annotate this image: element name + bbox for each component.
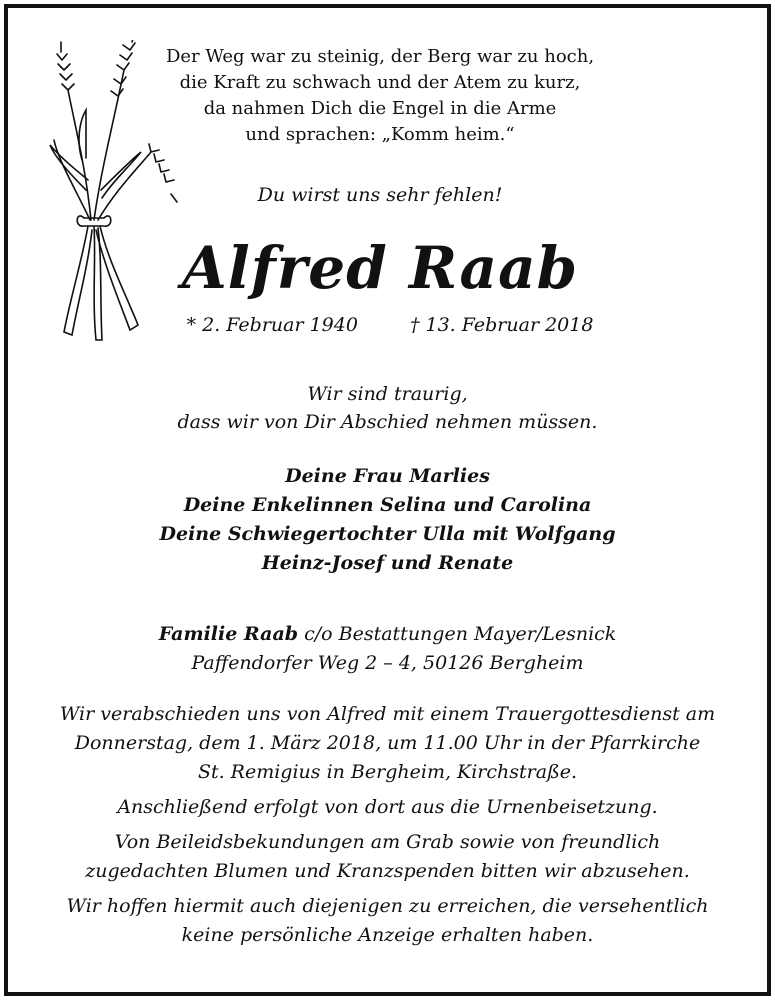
family-label: Familie Raab: [158, 623, 299, 645]
poem-line: da nahmen Dich die Engel in die Arme: [203, 98, 557, 119]
poem-line: Der Weg war zu steinig, der Berg war zu hoch,: [165, 46, 595, 67]
deceased-name: Alfred Raab: [181, 234, 579, 302]
life-dates: [60, 314, 720, 336]
poem-line: die Kraft zu schwach und der Atem zu kurz,: [179, 72, 581, 93]
family-member: Deine Schwiegertochter Ulla mit Wolfgang: [159, 523, 616, 545]
service-line: Von Beileidsbekundungen am Grab sowie von freundlich: [114, 831, 661, 853]
service-paragraph: [20, 700, 755, 787]
family-member: Deine Enkelinnen Selina und Carolina: [183, 494, 592, 516]
mourning-text: [0, 380, 775, 436]
service-line: Wir hoffen hiermit auch diejenigen zu erreichen, die versehentlich: [66, 895, 709, 917]
care-of: c/o Bestattungen Mayer/Lesnick: [298, 623, 617, 645]
street-address: Paffendorfer Weg 2 – 4, 50126 Bergheim: [191, 652, 584, 674]
family-member: Heinz-Josef und Renate: [261, 552, 514, 574]
poem: [80, 44, 680, 148]
mourning-line: Wir sind traurig,: [307, 383, 468, 405]
service-info: [20, 700, 755, 956]
family-member: Deine Frau Marlies: [285, 465, 490, 487]
death-date: † 13. Februar 2018: [409, 314, 594, 336]
service-line: Anschließend erfolgt von dort aus die Urnenbeisetzung.: [117, 796, 658, 818]
contact-address: [0, 620, 775, 678]
service-line: Wir verabschieden uns von Alfred mit einem Trauergottesdienst am: [59, 703, 716, 725]
service-line: Donnerstag, dem 1. März 2018, um 11.00 Uhr in der Pfarrkirche: [74, 732, 701, 754]
service-line: keine persönliche Anzeige erhalten haben.: [181, 924, 594, 946]
service-line: St. Remigius in Bergheim, Kirchstraße.: [197, 761, 578, 783]
birth-date: * 2. Februar 1940: [186, 314, 358, 336]
service-line: zugedachten Blumen und Kranzspenden bitten wir abzusehen.: [85, 860, 690, 882]
service-paragraph: [20, 828, 755, 886]
service-paragraph: [20, 793, 755, 822]
poem-line: und sprachen: „Komm heim.“: [245, 124, 515, 145]
service-paragraph: [20, 892, 755, 950]
farewell-line: Du wirst uns sehr fehlen!: [257, 184, 503, 206]
mourning-line: dass wir von Dir Abschied nehmen müssen.: [177, 411, 598, 433]
family-list: [0, 462, 775, 578]
contact-line: [0, 620, 775, 649]
